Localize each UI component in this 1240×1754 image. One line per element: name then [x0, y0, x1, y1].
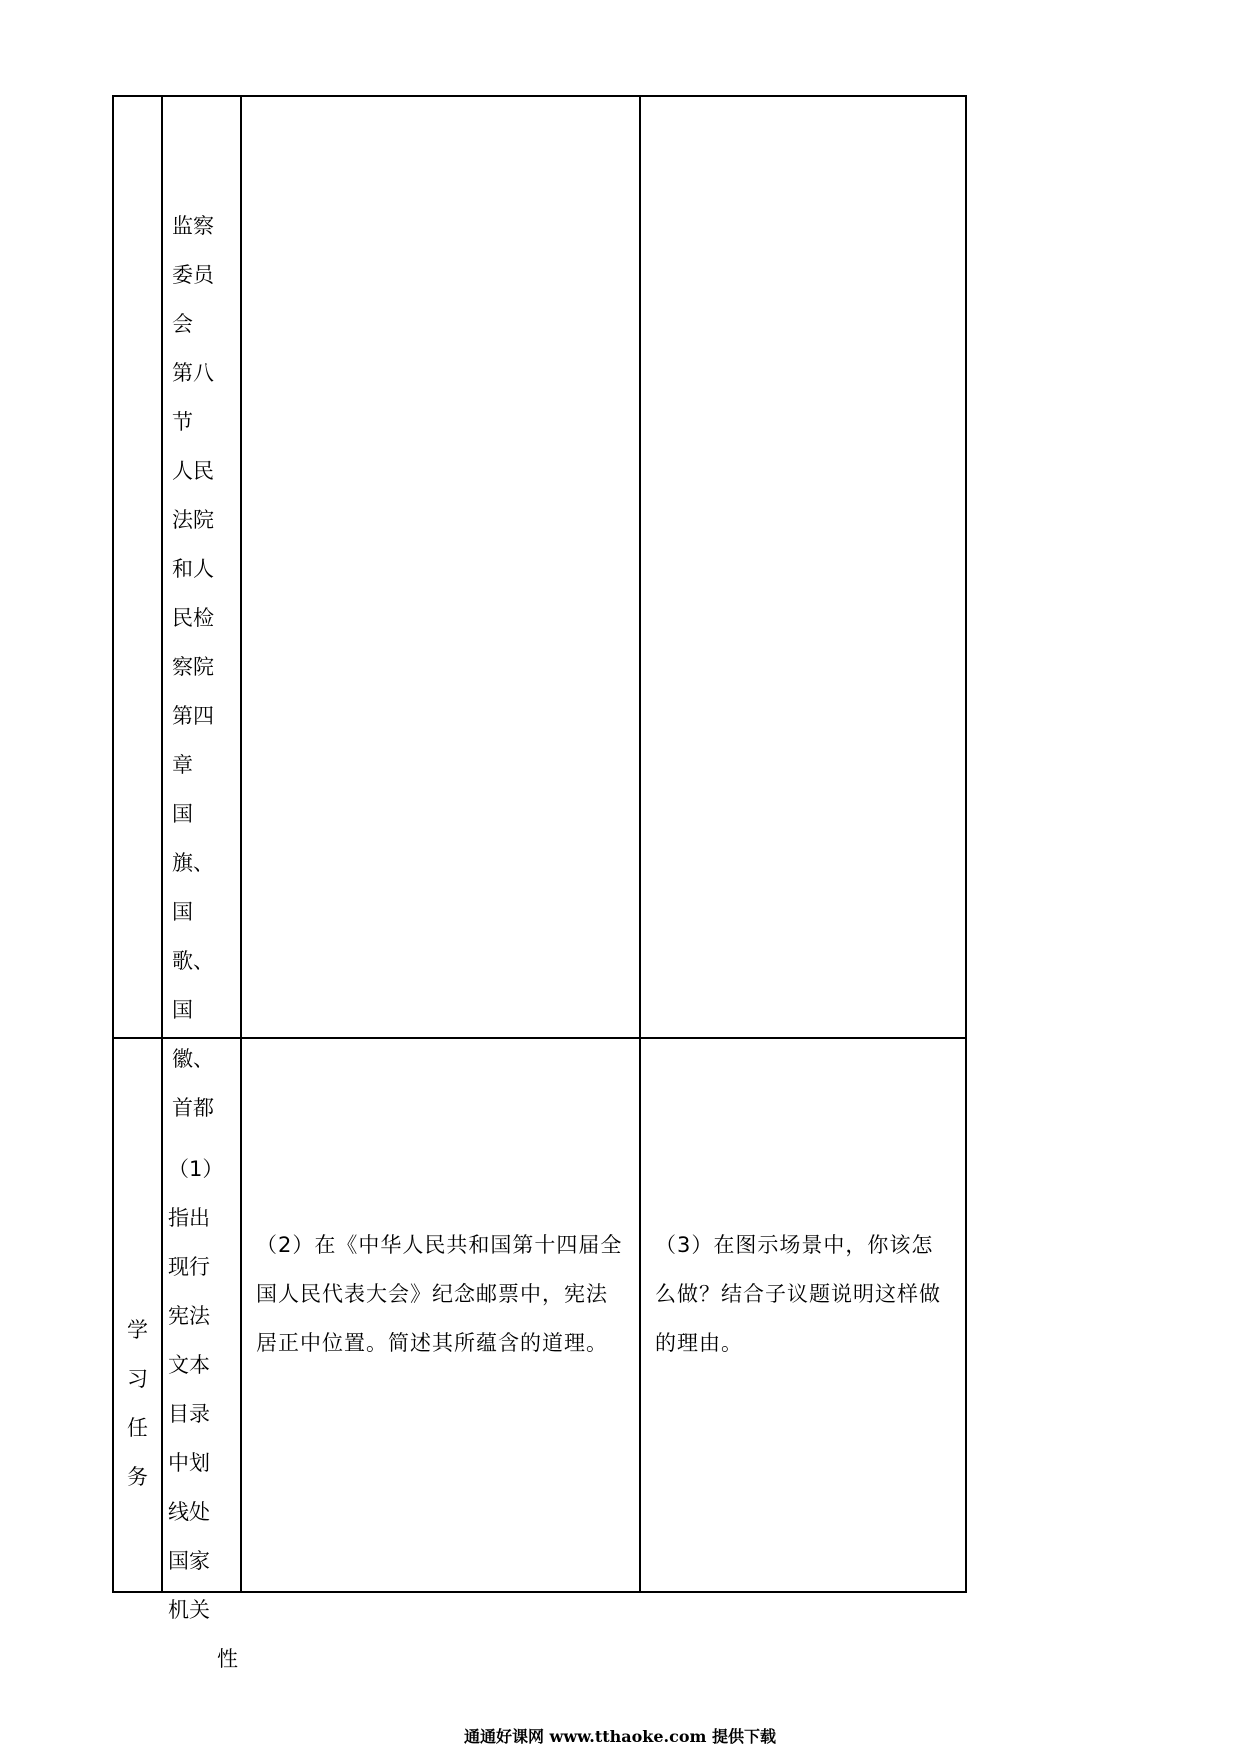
- toc-line: 国: [172, 998, 193, 1022]
- task1-line: （1）: [168, 1157, 224, 1181]
- toc-line: 歌、: [172, 949, 214, 973]
- toc-line: 第四: [172, 704, 214, 728]
- toc-line: 节: [172, 410, 193, 434]
- row-label-char: 习: [127, 1367, 148, 1391]
- task1-line: 机关: [168, 1598, 210, 1622]
- task1-line: 目录: [168, 1402, 210, 1426]
- toc-line: 第八: [172, 361, 214, 385]
- task3-text: （3）在图示场景中，你该怎么做？结合子议题说明这样做的理由。: [655, 1233, 941, 1355]
- toc-line: 国: [172, 900, 193, 924]
- task1-line: 线处: [168, 1500, 210, 1524]
- task1-line: 性: [217, 1647, 238, 1671]
- task2-text: （2）在《中华人民共和国第十四届全国人民代表大会》纪念邮票中，宪法居正中位置。简述其所蕴含的道理。: [256, 1233, 623, 1355]
- toc-line: 章: [172, 753, 193, 777]
- column-divider-1: [161, 97, 163, 1591]
- toc-column: [172, 104, 238, 1120]
- toc-line: 法院: [172, 508, 214, 532]
- toc-line: 和人: [172, 557, 214, 581]
- task1-line: 指出: [168, 1206, 210, 1230]
- column-divider-2: [240, 97, 242, 1591]
- row-label-char: 务: [127, 1465, 148, 1489]
- page-footer: 通通好课网 www.tthaoke.com 提供下载: [463, 1727, 777, 1746]
- toc-line: 监察: [172, 214, 214, 238]
- toc-line: 人民: [172, 459, 214, 483]
- lesson-table: [112, 95, 967, 1671]
- task1-line: 文本: [168, 1353, 210, 1377]
- column-divider-3: [639, 97, 641, 1591]
- row-label-char: 任: [127, 1416, 148, 1440]
- toc-line: 会: [172, 312, 193, 336]
- toc-line: 委员: [172, 263, 214, 287]
- toc-line: 察院: [172, 655, 214, 679]
- toc-line: 首都: [172, 1096, 214, 1120]
- row-label-char: 学: [127, 1318, 148, 1342]
- task1-line: 宪法: [168, 1304, 210, 1328]
- task1-line: 现行: [168, 1255, 210, 1279]
- task1-line: 国家: [168, 1549, 210, 1573]
- toc-line: 徽、: [172, 1047, 214, 1071]
- toc-line: 国: [172, 802, 193, 826]
- task1-text: [168, 1047, 238, 1671]
- task1-line: 中划: [168, 1451, 210, 1475]
- toc-line: 民检: [172, 606, 214, 630]
- toc-line: 旗、: [172, 851, 214, 875]
- row-divider: [114, 1037, 965, 1039]
- row-label-learning-task: [114, 1208, 161, 1489]
